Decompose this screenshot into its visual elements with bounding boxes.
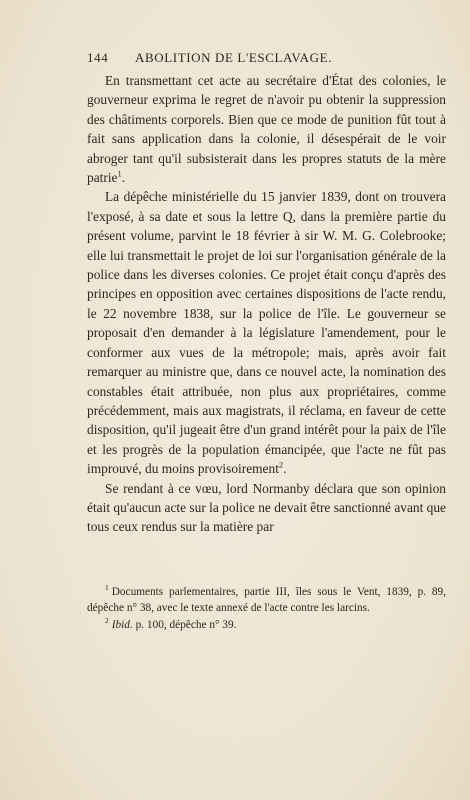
paragraph-2 [87, 187, 446, 478]
footnote-2-number: 2 [105, 615, 109, 625]
footnote-1 [87, 584, 446, 617]
footnote-ref-1[interactable]: 1 [117, 168, 122, 179]
paragraph-1 [87, 71, 446, 187]
paragraph-2-text: La dépêche ministérielle du 15 janvier 1839, dont on trouvera l'exposé, à sa date et sous la lettre Q, dans la première partie du présent volume, parvint le 18 février à sir W. M. G. Colebrooke; elle lui transmettait le projet de loi sur l'organisation générale de la police dans les diverses colonies. Ce projet était conçu d'après des principes en opposition avec certaines dispositions de l'acte rendu, le 22 novembre 1838, sur la police de l'île. Le gouverneur se proposait d'en demander à la législature l'amendement, pour le conformer aux vues de la métropole; mais, après avoir fait remarquer au ministre que, dans ce nouvel acte, la nomination des constables était attribuée, non plus aux propriétaires, comme précédemment, mais aux magistrats, il réclama, en faveur de cette disposition, qu'il jugeait être d'un grand intérêt pour la paix de l'île et les progrès de la population émancipée, que l'acte ne fût pas improuvé, du moins provisoirement [87, 189, 446, 477]
paragraph-1-text: En transmettant cet acte au secrétaire d'État des colonies, le gouverneur exprima le regret de n'avoir pu obtenir la suppression des châtiments corporels. Bien que ce mode de punition fût tout à fait sans application dans la colonie, il désespérait de le voir abroger tant qu'il subsisterait dans les propres statuts de la mère patrie [87, 73, 446, 186]
paragraph-1-end: . [121, 170, 126, 186]
footnotes [87, 584, 446, 633]
paragraph-3 [87, 479, 446, 537]
page-number: 144 [87, 50, 109, 65]
footnote-ref-2[interactable]: 2 [278, 459, 284, 470]
body-text [87, 71, 446, 537]
footnote-2 [87, 617, 446, 633]
footnote-2-ibid: Ibid. [111, 618, 133, 631]
footnote-1-number: 1 [105, 583, 109, 593]
running-header [87, 50, 387, 66]
running-title: ABOLITION DE L'ESCLAVAGE. [135, 50, 333, 65]
paragraph-3-text: Se rendant à ce vœu, lord Normanby déclara que son opinion était qu'aucun acte sur la police ne devait être sanctionné avant que tous ceux rendus sur la matière par [87, 480, 446, 535]
footnote-2-text: p. 100, dépêche n° 39. [132, 618, 237, 631]
footnote-1-text: Documents parlementaires, partie III, îles sous le Vent, 1839, p. 89, dépêche n° 38, avec le texte annexé de l'acte contre les larcins. [87, 586, 446, 615]
paragraph-2-end: . [283, 461, 287, 477]
